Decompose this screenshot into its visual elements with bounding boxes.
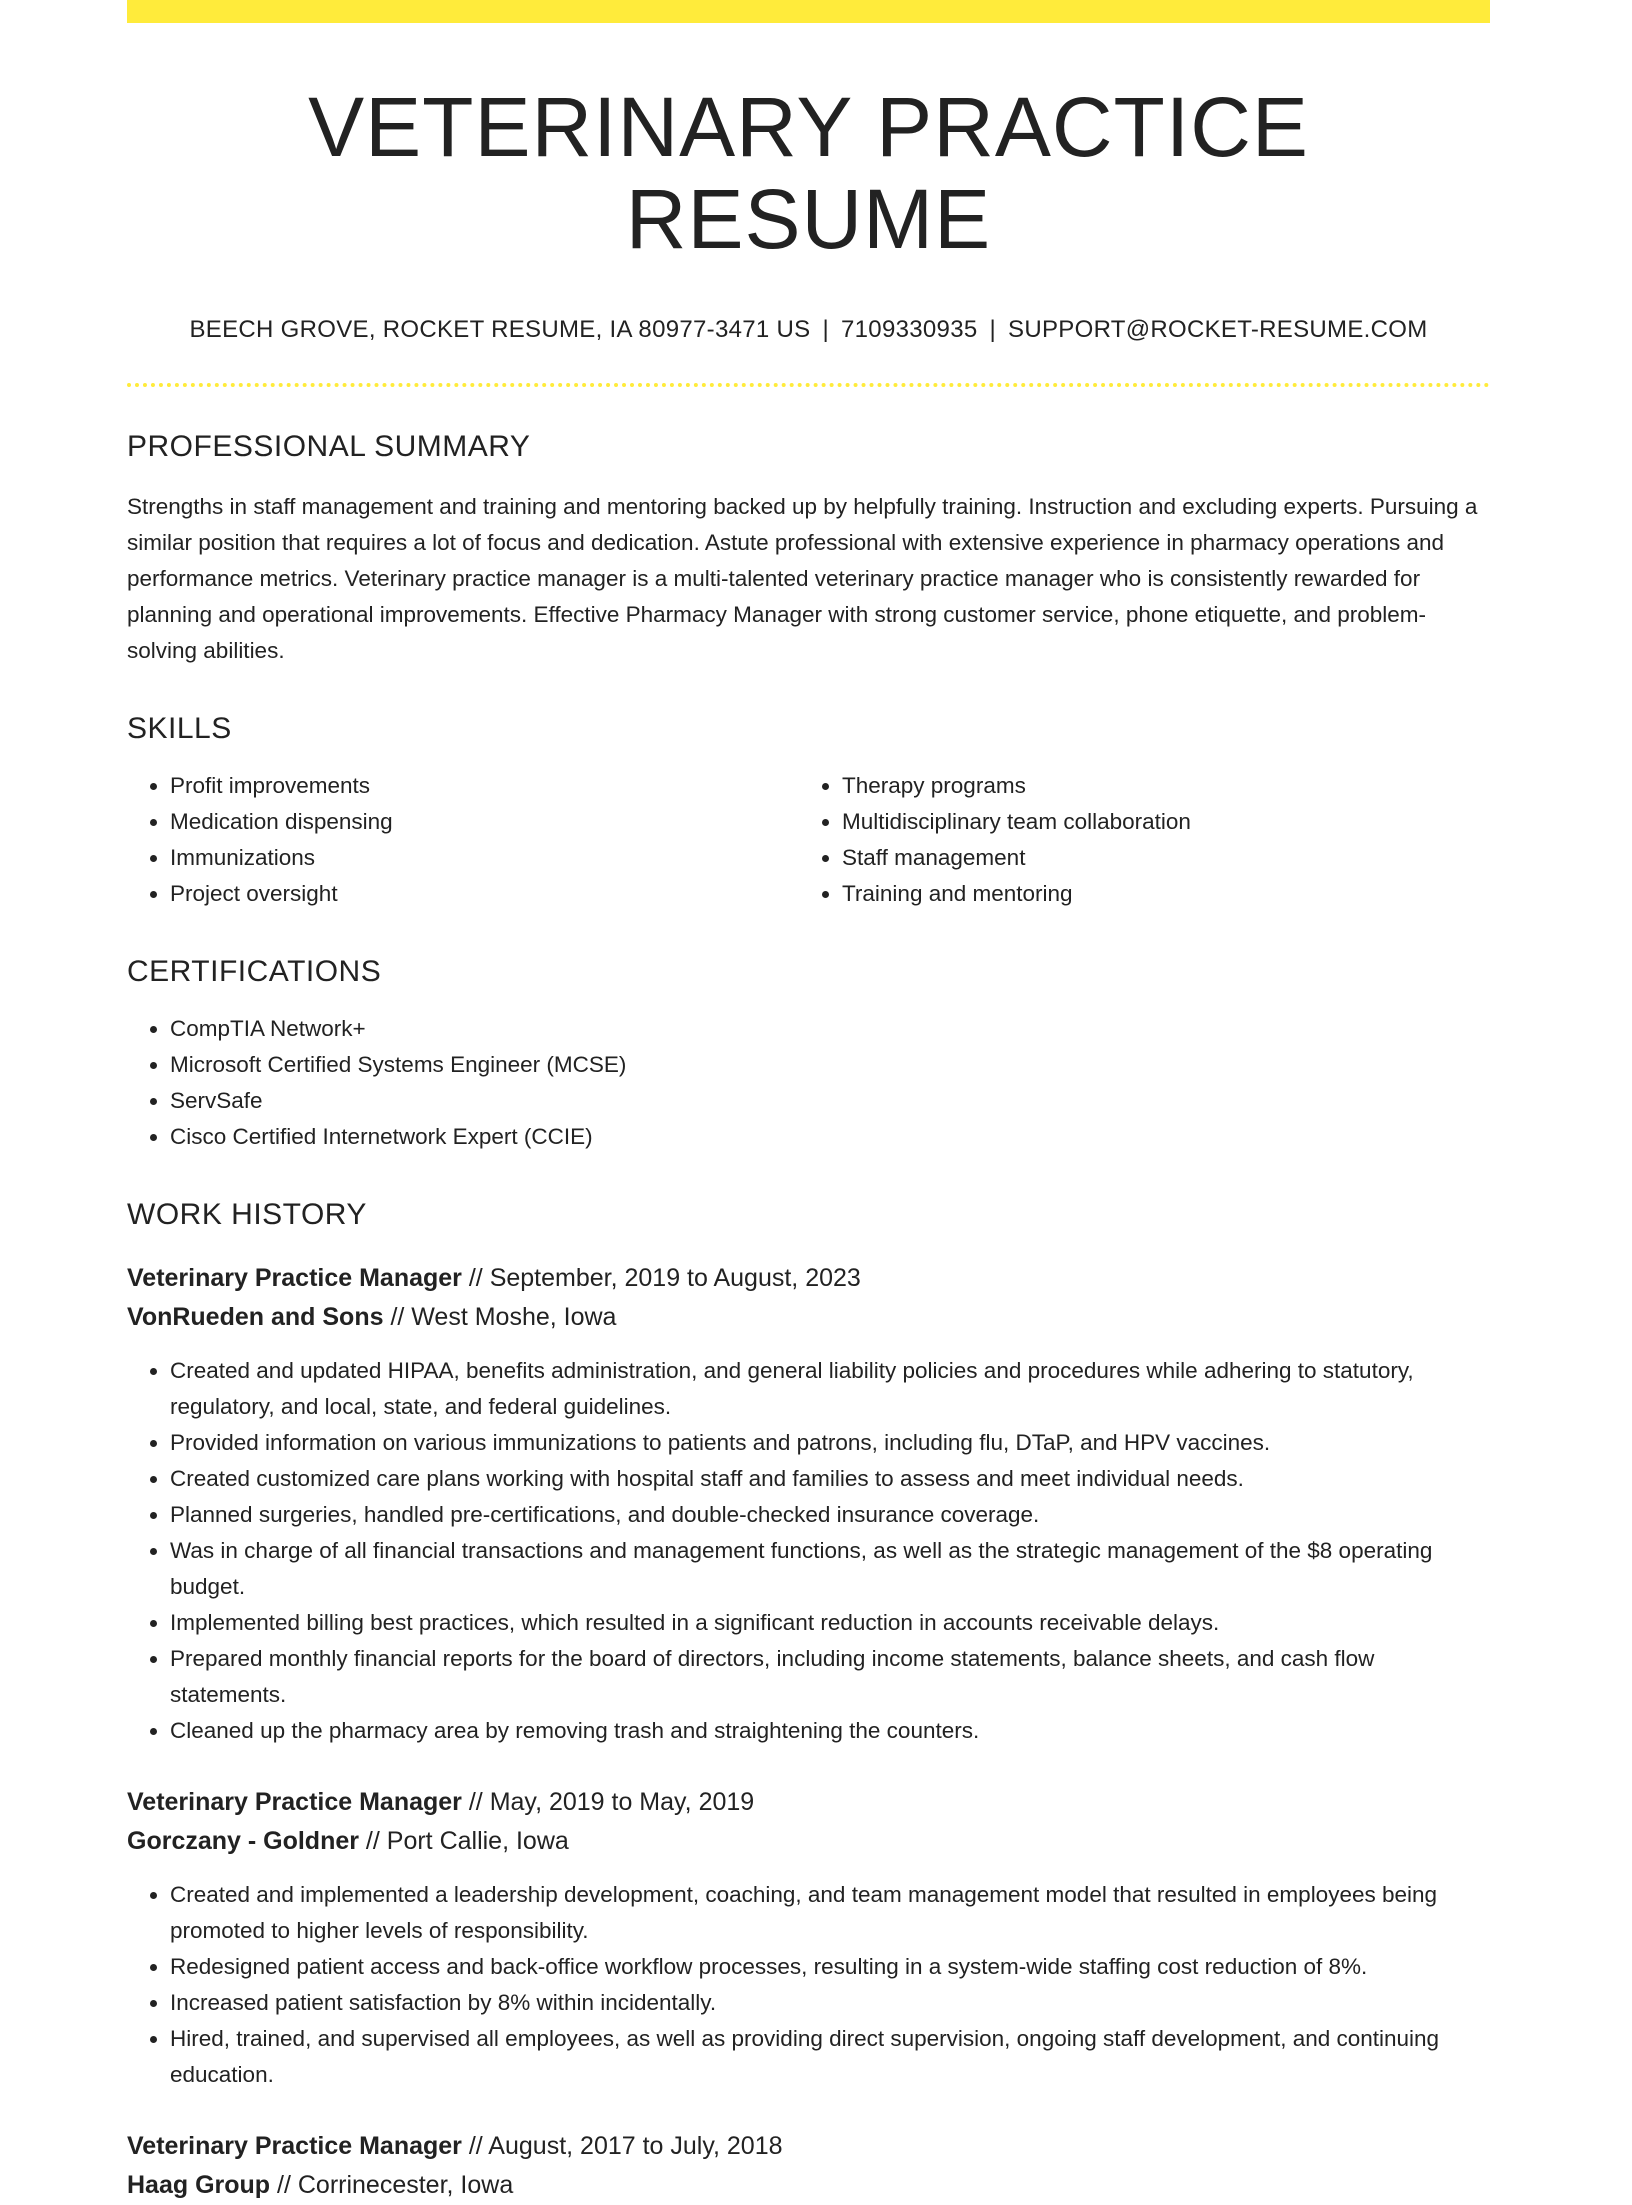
job-location: // Corrinecester, Iowa bbox=[270, 2170, 514, 2199]
skill-item: • Profit improvements bbox=[170, 768, 799, 804]
work-history-section bbox=[127, 1197, 1490, 2205]
skill-item: • Training and mentoring bbox=[842, 876, 1522, 912]
skill-item: • Immunizations bbox=[170, 840, 799, 876]
contact-separator: | bbox=[989, 315, 997, 343]
job-company: Haag Group bbox=[127, 2170, 271, 2199]
job-entry bbox=[127, 2127, 1490, 2205]
skill-item: • Therapy programs bbox=[842, 768, 1522, 804]
job-company: Gorczany - Goldner bbox=[127, 1826, 359, 1855]
job-bullets bbox=[127, 1353, 1490, 1749]
contact-line bbox=[127, 316, 1490, 345]
job-entry bbox=[127, 1259, 1490, 1749]
job-bullet: • Hired, trained, and supervised all employees, as well as providing direct supervision, ongoing staff development, and continuing education. bbox=[170, 2021, 1490, 2093]
contact-address: BEECH GROVE, ROCKET RESUME, IA 80977-3471 US bbox=[189, 315, 811, 343]
skills-section bbox=[127, 711, 1490, 912]
job-role-line bbox=[127, 1259, 1490, 1298]
accent-bar bbox=[127, 0, 1490, 23]
job-company-line bbox=[127, 2166, 1490, 2205]
section-title-work-history: WORK HISTORY bbox=[127, 1197, 367, 1231]
job-bullet: • Implemented billing best practices, which resulted in a significant reduction in accounts receivable delays. bbox=[170, 1605, 1490, 1641]
contact-separator: | bbox=[822, 315, 830, 343]
job-company: VonRueden and Sons bbox=[127, 1302, 384, 1331]
job-bullet: • Cleaned up the pharmacy area by removing trash and straightening the counters. bbox=[170, 1713, 1490, 1749]
job-bullet: • Planned surgeries, handled pre-certifications, and double-checked insurance coverage. bbox=[170, 1497, 1490, 1533]
job-bullets bbox=[127, 1877, 1490, 2093]
job-bullet: • Redesigned patient access and back-office workflow processes, resulting in a system-wide staffing cost reduction of 8%. bbox=[170, 1949, 1490, 1985]
job-bullet: • Created and updated HIPAA, benefits administration, and general liability policies and procedures while adhering to statutory, regulatory, and local, state, and federal guidelines. bbox=[170, 1353, 1490, 1425]
skill-item: • Staff management bbox=[842, 840, 1522, 876]
job-location: // Port Callie, Iowa bbox=[358, 1826, 569, 1855]
job-bullet: • Prepared monthly financial reports for the board of directors, including income statements, balance sheets, and cash flow statements. bbox=[170, 1641, 1490, 1713]
certification-item: • Cisco Certified Internetwork Expert (CCIE) bbox=[170, 1119, 1490, 1155]
section-title-summary: PROFESSIONAL SUMMARY bbox=[127, 429, 531, 463]
job-role: Veterinary Practice Manager bbox=[127, 1263, 462, 1292]
certifications-section bbox=[127, 954, 1490, 1155]
job-bullet: • Created and implemented a leadership development, coaching, and team management model that resulted in employees being promoted to higher levels of responsibility. bbox=[170, 1877, 1490, 1949]
job-role-line bbox=[127, 1783, 1490, 1822]
certification-item: • ServSafe bbox=[170, 1083, 1490, 1119]
certification-item: • Microsoft Certified Systems Engineer (MCSE) bbox=[170, 1047, 1490, 1083]
certifications-list bbox=[127, 1011, 1490, 1155]
section-title-certifications: CERTIFICATIONS bbox=[127, 954, 382, 988]
skill-item: • Project oversight bbox=[170, 876, 799, 912]
job-role-line bbox=[127, 2127, 1490, 2166]
job-dates: // May, 2019 to May, 2019 bbox=[461, 1787, 755, 1816]
skill-item: • Medication dispensing bbox=[170, 804, 799, 840]
dotted-divider bbox=[127, 383, 1490, 387]
job-company-line bbox=[127, 1822, 1490, 1861]
job-location: // West Moshe, Iowa bbox=[383, 1302, 617, 1331]
job-bullet: • Was in charge of all financial transactions and management functions, as well as the strategic management of the $8 operating budget. bbox=[170, 1533, 1490, 1605]
skill-item: • Multidisciplinary team collaboration bbox=[842, 804, 1522, 840]
skills-grid bbox=[127, 768, 1490, 912]
section-title-skills: SKILLS bbox=[127, 711, 232, 745]
skills-list-left bbox=[127, 768, 799, 912]
job-role: Veterinary Practice Manager bbox=[127, 2131, 462, 2160]
contact-email: SUPPORT@ROCKET-RESUME.COM bbox=[1008, 315, 1428, 343]
summary-section bbox=[127, 429, 1490, 669]
job-dates: // August, 2017 to July, 2018 bbox=[461, 2131, 783, 2160]
skills-list-right bbox=[799, 768, 1522, 912]
job-bullet: • Created customized care plans working with hospital staff and families to assess and meet individual needs. bbox=[170, 1461, 1490, 1497]
job-dates: // September, 2019 to August, 2023 bbox=[461, 1263, 861, 1292]
job-role: Veterinary Practice Manager bbox=[127, 1787, 462, 1816]
resume-title: VETERINARY PRACTICE RESUME bbox=[308, 80, 1309, 267]
job-bullet: • Provided information on various immunizations to patients and patrons, including flu, DTaP, and HPV vaccines. bbox=[170, 1425, 1490, 1461]
contact-phone: 7109330935 bbox=[841, 315, 978, 343]
summary-text: Strengths in staff management and training and mentoring backed up by helpfully training. Instruction and excluding experts. Pursuing a similar position that requires a lot of focus and dedication. Astute professional with extensive experience in pharmacy operations and performance metrics. Veterinary practice manager is a multi-talented veterinary practice manager who is consistently rewarded for planning and operational improvements. Effective Pharmacy Manager with strong customer service, phone etiquette, and problem-solving abilities. bbox=[127, 493, 1478, 663]
resume-page bbox=[127, 0, 1490, 2205]
job-entry bbox=[127, 1783, 1490, 2093]
job-company-line bbox=[127, 1298, 1490, 1337]
certification-item: • CompTIA Network+ bbox=[170, 1011, 1490, 1047]
job-bullet: • Increased patient satisfaction by 8% within incidentally. bbox=[170, 1985, 1490, 2021]
